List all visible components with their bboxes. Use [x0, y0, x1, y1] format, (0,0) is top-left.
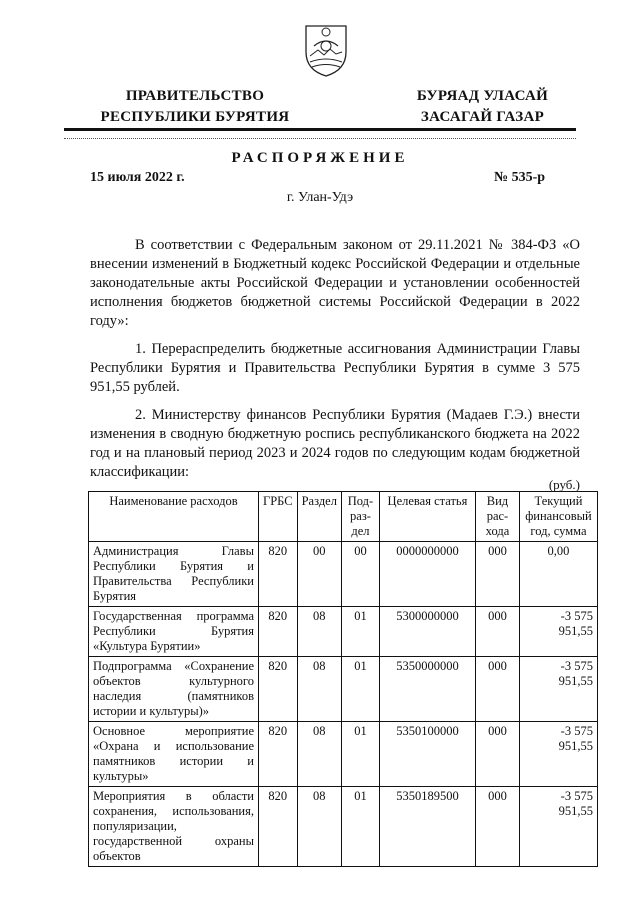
header-left-line2: РЕСПУБЛИКИ БУРЯТИЯ	[100, 109, 290, 125]
row-expense-type: 000	[475, 542, 519, 607]
row-grbs: 820	[259, 607, 298, 657]
row-grbs: 820	[259, 657, 298, 722]
row-target-article: 5350100000	[379, 722, 475, 787]
document-city: г. Улан-Удэ	[286, 190, 354, 205]
document-number: № 535-р	[494, 170, 546, 185]
document-date: 15 июля 2022 г.	[90, 170, 185, 185]
header-sum: Текущий финансовый год, сумма	[519, 492, 597, 542]
row-sum: -3 575 951,55	[519, 787, 597, 867]
row-name: Основное мероприятие «Охрана и использование памятников истории и культуры»	[89, 722, 259, 787]
row-razdel: 00	[297, 542, 341, 607]
table-row	[89, 542, 598, 607]
table-row	[89, 722, 598, 787]
row-grbs: 820	[259, 722, 298, 787]
point-1-paragraph: 1. Перераспределить бюджетные ассигнования Администрации Главы Республики Бурятия и Правительства Республики Бурятия в сумме 3 575 951,55 рублей.	[90, 341, 580, 395]
header-expense-type: Вид рас-хода	[475, 492, 519, 542]
header-right-line2: ЗАСАГАЙ ГАЗАР	[420, 109, 545, 125]
row-target-article: 5300000000	[379, 607, 475, 657]
document-title: РАСПОРЯЖЕНИЕ	[231, 150, 409, 166]
row-name: Администрация Главы Республики Бурятия и Правительства Республики Бурятия	[89, 542, 259, 607]
point-2-paragraph: 2. Министерству финансов Республики Бурятия (Мадаев Г.Э.) внести изменения в сводную бюджетную роспись республиканского бюджета на 2022 год и на плановый период 2023 и 2024 годов по следующим кодам бюджетной классификации:	[90, 407, 580, 480]
table-row	[89, 607, 598, 657]
row-sum: -3 575 951,55	[519, 722, 597, 787]
header-left-line1: ПРАВИТЕЛЬСТВО	[125, 88, 265, 104]
row-podrazdel: 01	[341, 722, 379, 787]
header-divider-dotted	[64, 138, 576, 139]
row-razdel: 08	[297, 607, 341, 657]
header-name: Наименование расходов	[89, 492, 259, 542]
row-target-article: 5350000000	[379, 657, 475, 722]
row-razdel: 08	[297, 787, 341, 867]
row-sum: -3 575 951,55	[519, 607, 597, 657]
row-podrazdel: 00	[341, 542, 379, 607]
table-header-row	[89, 492, 598, 542]
row-expense-type: 000	[475, 722, 519, 787]
budget-table	[88, 491, 598, 867]
row-grbs: 820	[259, 787, 298, 867]
header-podrazdel: Под-раз-дел	[341, 492, 379, 542]
table-row	[89, 787, 598, 867]
header-razdel: Раздел	[297, 492, 341, 542]
row-sum: -3 575 951,55	[519, 657, 597, 722]
header-divider-thick	[64, 128, 576, 131]
intro-paragraph: В соответствии с Федеральным законом от 29.11.2021 № 384-ФЗ «О внесении изменений в Бюджетный кодекс Российской Федерации и отдельные законодательные акты Российской Федерации и установлении особенностей исполнения бюджетов бюджетной системы Российской Федерации в 2022 году»:	[90, 237, 580, 329]
row-name: Государственная программа Республики Бурятия «Культура Бурятии»	[89, 607, 259, 657]
row-name: Подпрограмма «Сохранение объектов культурного наследия (памятников истории и культуры)»	[89, 657, 259, 722]
row-podrazdel: 01	[341, 657, 379, 722]
row-sum: 0,00	[519, 542, 597, 607]
row-target-article: 5350189500	[379, 787, 475, 867]
coat-of-arms-emblem	[300, 22, 352, 78]
row-expense-type: 000	[475, 787, 519, 867]
header-right	[395, 86, 570, 128]
currency-unit-label: (руб.)	[548, 477, 580, 492]
row-grbs: 820	[259, 542, 298, 607]
header-right-line1: БУРЯАД УЛАСАЙ	[416, 88, 549, 104]
row-expense-type: 000	[475, 607, 519, 657]
header-grbs: ГРБС	[259, 492, 298, 542]
row-name: Мероприятия в области сохранения, использования, популяризации, государственной охраны объектов	[89, 787, 259, 867]
row-razdel: 08	[297, 657, 341, 722]
row-podrazdel: 01	[341, 607, 379, 657]
table-row	[89, 657, 598, 722]
row-podrazdel: 01	[341, 787, 379, 867]
header-target-article: Целевая статья	[379, 492, 475, 542]
header-left	[90, 86, 300, 128]
row-expense-type: 000	[475, 657, 519, 722]
row-razdel: 08	[297, 722, 341, 787]
row-target-article: 0000000000	[379, 542, 475, 607]
